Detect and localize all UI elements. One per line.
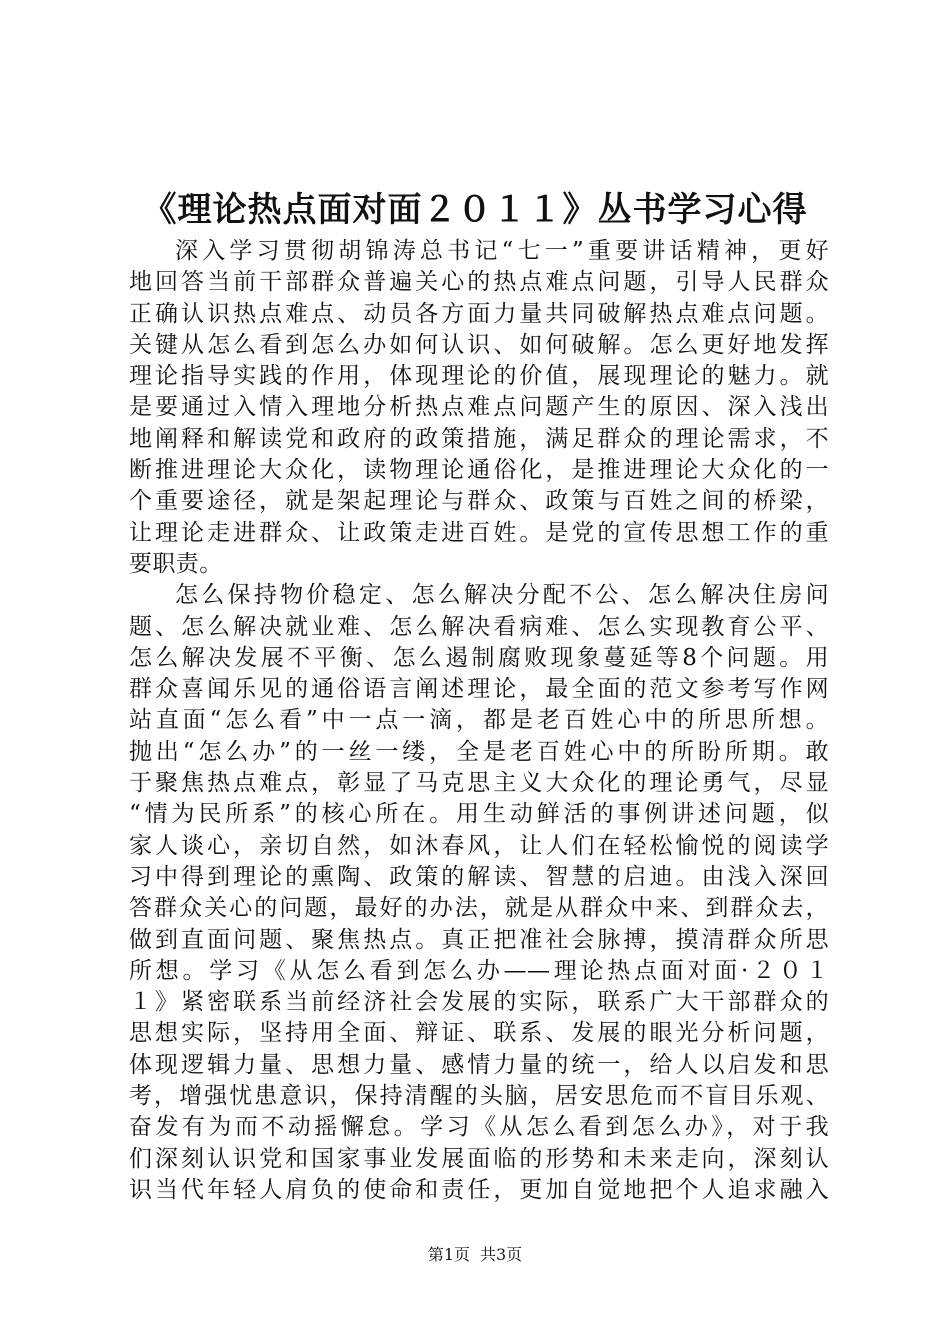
paragraph-2-line: 做到直面问题、聚焦热点。真正把准社会脉搏，摸清群众所思 xyxy=(129,926,829,953)
paragraph-2-line: 体现逻辑力量、思想力量、感情力量的统一，给人以启发和思 xyxy=(129,1051,829,1078)
paragraph-2-line: 怎么解决发展不平衡、怎么遏制腐败现象蔓延等8个问题。用 xyxy=(129,644,829,671)
paragraph-2-line: 所想。学习《从怎么看到怎么办——理论热点面对面·２０１ xyxy=(129,957,829,984)
paragraph-2-line: 奋发有为而不动摇懈怠。学习《从怎么看到怎么办》，对于我 xyxy=(129,1114,829,1141)
paragraph-1-line: 理论指导实践的作用，体现理论的价值，展现理论的魅力。就 xyxy=(129,363,829,390)
paragraph-1-line: 让理论走进群众、让政策走进百姓。是党的宣传思想工作的重 xyxy=(129,519,829,546)
paragraph-1-line: 断推进理论大众化，读物理论通俗化，是推进理论大众化的一 xyxy=(129,457,829,484)
paragraph-1-line: 关键从怎么看到怎么办如何认识、如何破解。怎么更好地发挥 xyxy=(129,331,829,358)
paragraph-2-line: 题、怎么解决就业难、怎么解决看病难、怎么实现教育公平、 xyxy=(129,613,829,640)
page-number: 第1页 xyxy=(427,1245,470,1264)
paragraph-1-line: 要职责。 xyxy=(129,550,223,577)
paragraph-2-line: １》紧密联系当前经济社会发展的实际，联系广大干部群众的 xyxy=(129,989,829,1016)
paragraph-2-line: 抛出“怎么办”的一丝一缕，全是老百姓心中的所盼所期。敢 xyxy=(129,738,829,765)
document-title: 《理论热点面对面２０１１》丛书学习心得 xyxy=(142,190,808,230)
paragraph-1-line: 是要通过入情入理地分析热点难点问题产生的原因、深入浅出 xyxy=(129,394,829,421)
paragraph-2-line: 站直面“怎么看”中一点一滴，都是老百姓心中的所思所想。 xyxy=(129,707,829,734)
paragraph-1-line: 深入学习贯彻胡锦涛总书记“七一”重要讲话精神，更好 xyxy=(175,238,829,264)
paragraph-2-line: 答群众关心的问题，最好的办法，就是从群众中来、到群众去， xyxy=(129,895,829,922)
paragraph-2-line: “情为民所系”的核心所在。用生动鲜活的事例讲述问题，似 xyxy=(129,801,829,828)
paragraph-2-line: 家人谈心，亲切自然，如沐春风，让人们在轻松愉悦的阅读学 xyxy=(129,832,829,859)
paragraph-1-line: 个重要途径，就是架起理论与群众、政策与百姓之间的桥梁， xyxy=(129,488,829,515)
paragraph-2-line: 习中得到理论的熏陶、政策的解读、智慧的启迪。由浅入深回 xyxy=(129,863,829,890)
paragraph-2-line: 们深刻认识党和国家事业发展面临的形势和未来走向，深刻认 xyxy=(129,1145,829,1172)
page-footer xyxy=(0,1243,950,1267)
document-body xyxy=(129,236,829,1206)
paragraph-1-line: 地阐释和解读党和政府的政策措施，满足群众的理论需求，不 xyxy=(129,425,829,452)
paragraph-2-line: 怎么保持物价稳定、怎么解决分配不公、怎么解决住房问 xyxy=(175,582,829,609)
paragraph-2-line: 考，增强忧患意识，保持清醒的头脑，居安思危而不盲目乐观、 xyxy=(129,1083,829,1110)
paragraph-1-line: 地回答当前干部群众普遍关心的热点难点问题，引导人民群众 xyxy=(129,269,829,296)
paragraph-2-line: 思想实际，坚持用全面、辩证、联系、发展的眼光分析问题， xyxy=(129,1020,829,1047)
paragraph-2-line: 识当代年轻人肩负的使命和责任，更加自觉地把个人追求融入 xyxy=(129,1176,829,1203)
page-total: 共3页 xyxy=(480,1245,523,1264)
paragraph-1-line: 正确认识热点难点、动员各方面力量共同破解热点难点问题。 xyxy=(129,300,829,327)
paragraph-2-line: 于聚焦热点难点，彰显了马克思主义大众化的理论勇气，尽显 xyxy=(129,770,829,797)
paragraph-2-line: 群众喜闻乐见的通俗语言阐述理论，最全面的范文参考写作网 xyxy=(129,676,829,703)
